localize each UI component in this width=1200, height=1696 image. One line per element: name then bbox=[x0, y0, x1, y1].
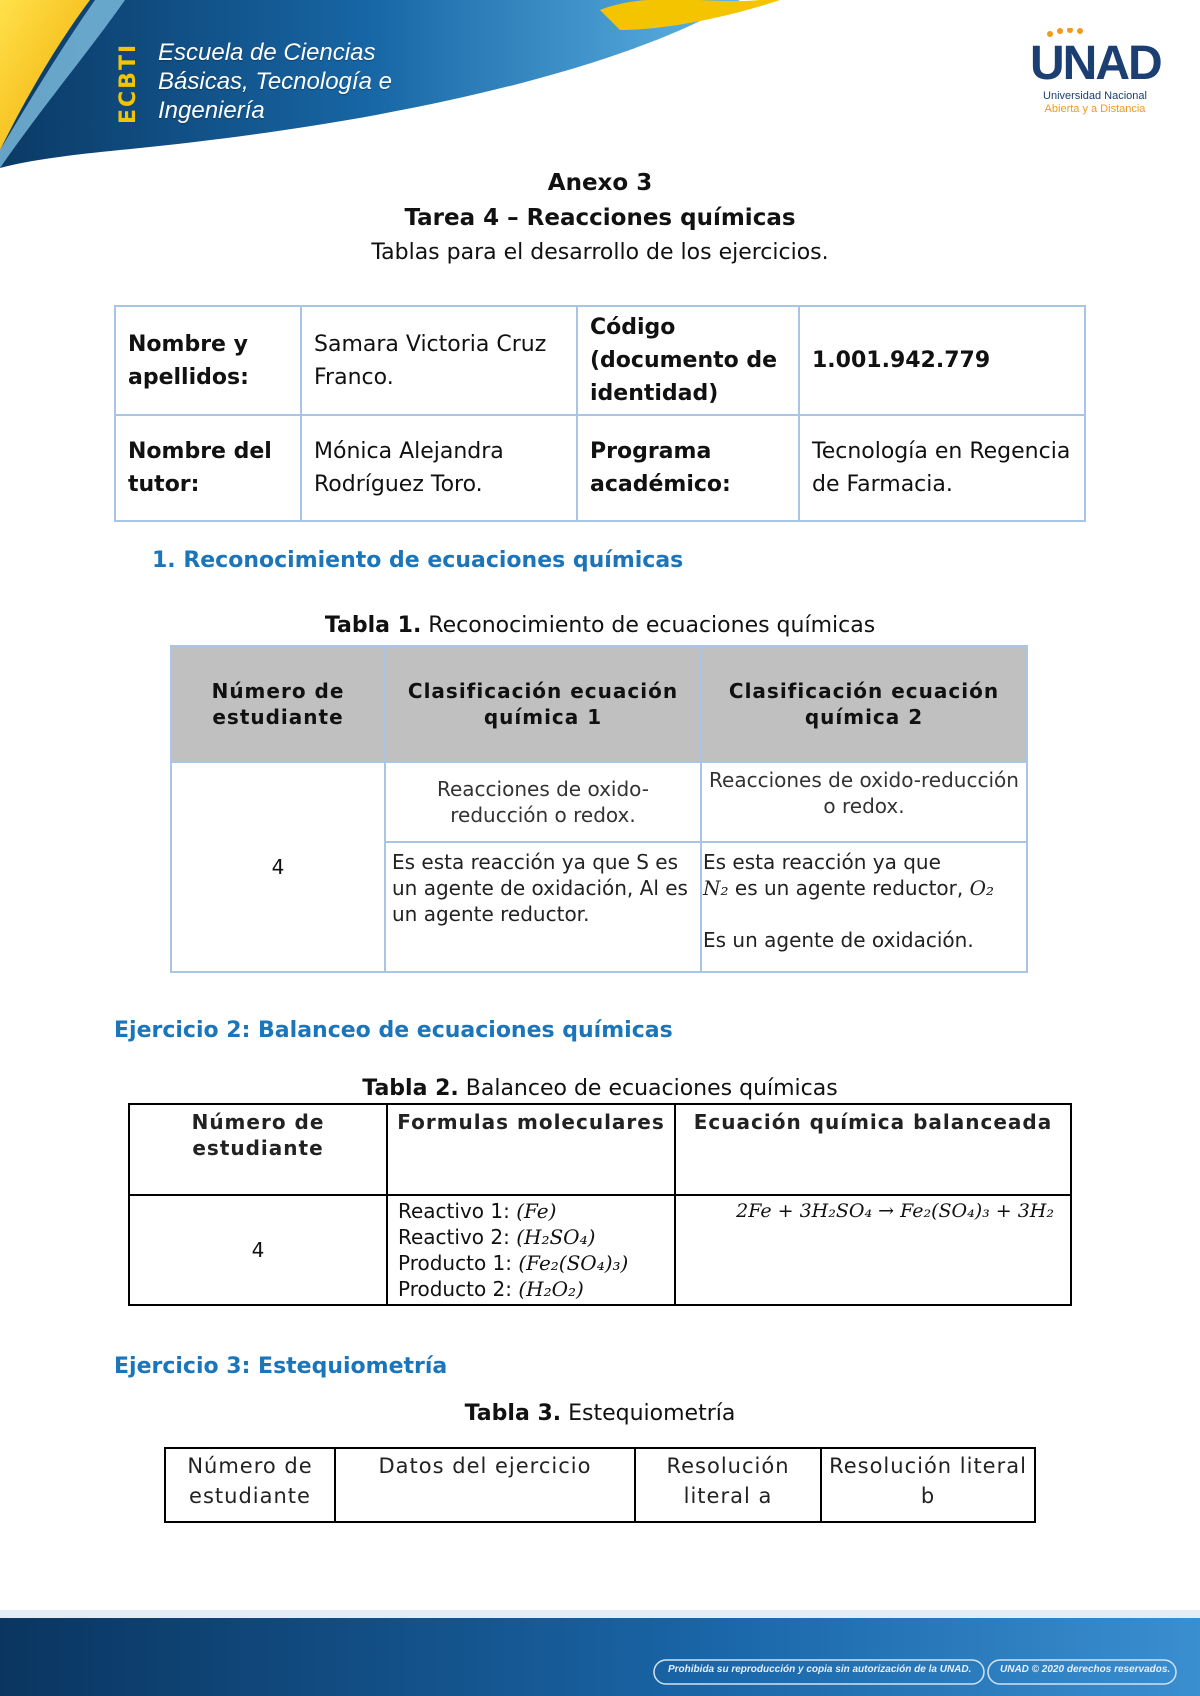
col-header: Clasificación ecuación química 1 bbox=[385, 646, 701, 762]
student-info-table bbox=[114, 305, 1086, 522]
footer-copyright: UNAD © 2020 derechos reservados. bbox=[1000, 1664, 1171, 1675]
classification-2: Reacciones de oxido-reducción o redox. bbox=[701, 762, 1027, 842]
balanced-equation: 2Fe + 3H₂SO₄ → Fe₂(SO₄)₃ + 3H₂ bbox=[675, 1195, 1071, 1305]
annex-title: Anexo 3 bbox=[547, 170, 653, 196]
footer-banner-graphic bbox=[0, 1610, 1200, 1696]
footer-notice: Prohibida su reproducción y copia sin autorización de la UNAD. bbox=[668, 1664, 972, 1675]
page-subtitle: Tablas para el desarrollo de los ejercicios. bbox=[371, 240, 829, 265]
task-title: Tarea 4 – Reacciones químicas bbox=[404, 205, 796, 231]
formula-line: Reactivo 2: (H₂SO₄) bbox=[398, 1225, 596, 1249]
program-value: Tecnología en Regencia de Farmacia. bbox=[799, 415, 1085, 521]
program-label: Programa académico: bbox=[577, 415, 799, 521]
code-value: 1.001.942.779 bbox=[799, 306, 1085, 415]
section-3-heading: Ejercicio 3: Estequiometría bbox=[114, 1354, 448, 1379]
classification-1: Reacciones de oxido-reducción o redox. bbox=[385, 762, 701, 842]
name-label: Nombre y apellidos: bbox=[115, 306, 301, 415]
page-footer bbox=[0, 1610, 1200, 1696]
table-1-caption: Tabla 1. Reconocimiento de ecuaciones químicas bbox=[324, 613, 876, 638]
name-value: Samara Victoria Cruz Franco. bbox=[301, 306, 577, 415]
col-header: Resolución literal b bbox=[821, 1448, 1035, 1522]
section-2-heading: Ejercicio 2: Balanceo de ecuaciones químicas bbox=[114, 1018, 673, 1043]
col-header: Formulas moleculares bbox=[387, 1104, 675, 1195]
student-number: 4 bbox=[129, 1195, 387, 1305]
table-row bbox=[115, 415, 1085, 521]
table-2 bbox=[128, 1103, 1072, 1306]
table-row bbox=[129, 1195, 1071, 1305]
formula-line: Reactivo 1: (Fe) bbox=[398, 1199, 557, 1223]
unad-logo bbox=[1030, 28, 1160, 128]
table-2-caption: Tabla 2. Balanceo de ecuaciones químicas bbox=[362, 1076, 838, 1101]
col-header: Clasificación ecuación química 2 bbox=[701, 646, 1027, 762]
school-name: Escuela de Ciencias Básicas, Tecnología e Ingeniería bbox=[158, 39, 392, 124]
formula-line: Producto 1: (Fe₂(SO₄)₃) bbox=[398, 1251, 629, 1275]
col-header: Número de estudiante bbox=[165, 1448, 335, 1522]
col-header: Resolución literal a bbox=[635, 1448, 821, 1522]
logo-subtitle-1: Universidad Nacional bbox=[1043, 90, 1147, 102]
table-header-row bbox=[171, 646, 1027, 762]
table-header-row bbox=[165, 1448, 1035, 1522]
student-number: 4 bbox=[171, 762, 385, 972]
col-header: Ecuación química balanceada bbox=[675, 1104, 1071, 1195]
table-row bbox=[171, 762, 1027, 842]
section-1-heading: 1. Reconocimiento de ecuaciones químicas bbox=[152, 548, 684, 573]
code-label: Código (documento de identidad) bbox=[577, 306, 799, 415]
formula-line: Producto 2: (H₂O₂) bbox=[398, 1277, 584, 1301]
table-3 bbox=[164, 1447, 1036, 1523]
table-row bbox=[115, 306, 1085, 415]
tutor-label: Nombre del tutor: bbox=[115, 415, 301, 521]
explanation-2: Es esta reacción ya que N₂ es un agente reductor, O₂ Es un agente de oxidación. bbox=[701, 842, 1027, 972]
ecbti-acronym: ECBTI bbox=[116, 42, 141, 124]
logo-wordmark: UNAD bbox=[1030, 37, 1161, 90]
logo-subtitle-2: Abierta y a Distancia bbox=[1044, 103, 1146, 115]
col-header: Número de estudiante bbox=[171, 646, 385, 762]
tutor-value: Mónica Alejandra Rodríguez Toro. bbox=[301, 415, 577, 521]
table-1 bbox=[170, 645, 1028, 973]
table-header-row bbox=[129, 1104, 1071, 1195]
molecular-formulas bbox=[387, 1195, 675, 1305]
col-header: Número de estudiante bbox=[129, 1104, 387, 1195]
col-header: Datos del ejercicio bbox=[335, 1448, 635, 1522]
table-3-caption: Tabla 3. Estequiometría bbox=[464, 1401, 736, 1426]
explanation-1: Es esta reacción ya que S es un agente de oxidación, Al es un agente reductor. bbox=[385, 842, 701, 972]
